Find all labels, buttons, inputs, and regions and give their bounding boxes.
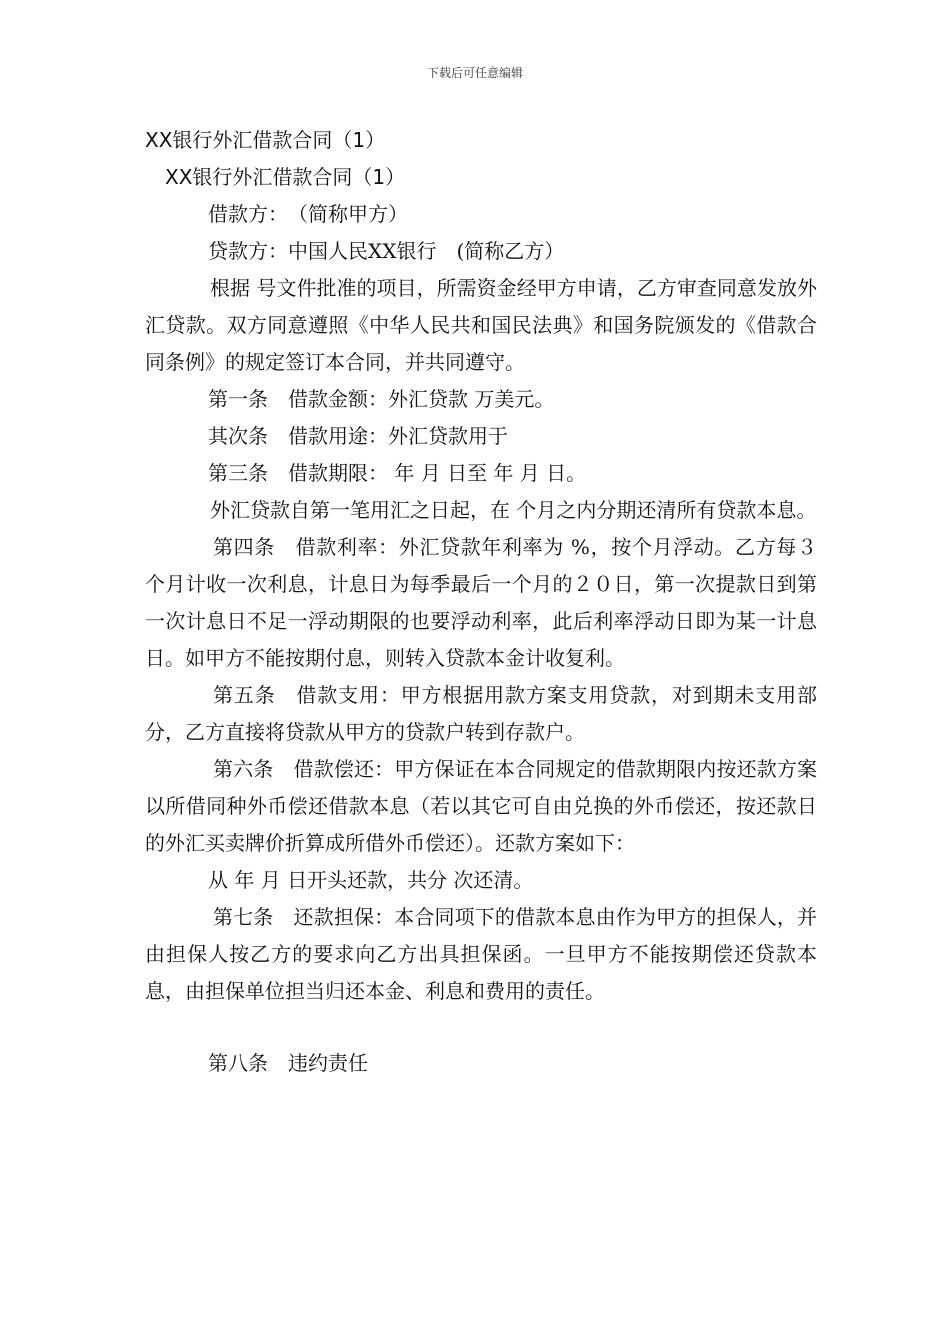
- article-5: 第五条 借款支用：甲方根据用款方案支用贷款，对到期未支用部分，乙方直接将贷款从甲方的贷款户转到存款户。: [145, 683, 817, 744]
- article-3-detail: 外汇贷款自第一笔用汇之日起，在 个月之内分期还清所有贷款本息。: [210, 498, 817, 522]
- document-title: XX银行外汇借款合同（1）: [145, 128, 386, 152]
- spacer: [145, 1010, 817, 1045]
- article-4: 第四条 借款利率：外汇贷款年利率为 %，按个月浮动。乙方每３个月计收一次利息，计息日为每季最后一个月的２０日，第一次提款日到第一次计息日不足一浮动期限的也要浮动利率，此后利率浮动日即为某一计息日。如甲方不能按期付息，则转入贷款本金计收复利。: [145, 535, 817, 670]
- article-3: 第三条 借款期限： 年 月 日至 年 月 日。: [208, 461, 587, 485]
- article-6: 第六条 借款偿还：甲方保证在本合同规定的借款期限内按还款方案以所借同种外币偿还借款本息（若以其它可自由兑换的外币偿还，按还款日的外汇买卖牌价折算成所借外币偿还）。还款方案如下：: [145, 757, 817, 855]
- article-7: 第七条 还款担保：本合同项下的借款本息由作为甲方的担保人，并由担保人按乙方的要求向乙方出具担保函。一旦甲方不能按期偿还贷款本息，由担保单位担当归还本金、利息和费用的责任。: [145, 905, 817, 1003]
- lender-line: 贷款方：中国人民XX银行 (简称乙方）: [208, 239, 565, 263]
- article-8: 第八条 违约责任: [208, 1051, 368, 1075]
- article-2: 其次条 借款用途：外汇贷款用于: [208, 424, 508, 448]
- header-note: 下载后可任意编辑: [426, 66, 523, 80]
- article-6-detail: 从 年 月 日开头还款，共分 次还清。: [208, 868, 534, 892]
- article-1: 第一条 借款金额：外汇贷款 万美元。: [208, 387, 555, 411]
- borrower-line: 借款方： （简称甲方）: [208, 202, 408, 226]
- preamble-paragraph: 根据 号文件批准的项目，所需资金经甲方申请，乙方审查同意发放外汇贷款。双方同意遵照《中华人民共和国民法典》和国务院颁发的《借款合同条例》的规定签订本合同，并共同遵守。: [145, 276, 817, 374]
- document-subtitle: XX银行外汇借款合同（1）: [165, 165, 406, 189]
- document-body: [145, 122, 817, 1082]
